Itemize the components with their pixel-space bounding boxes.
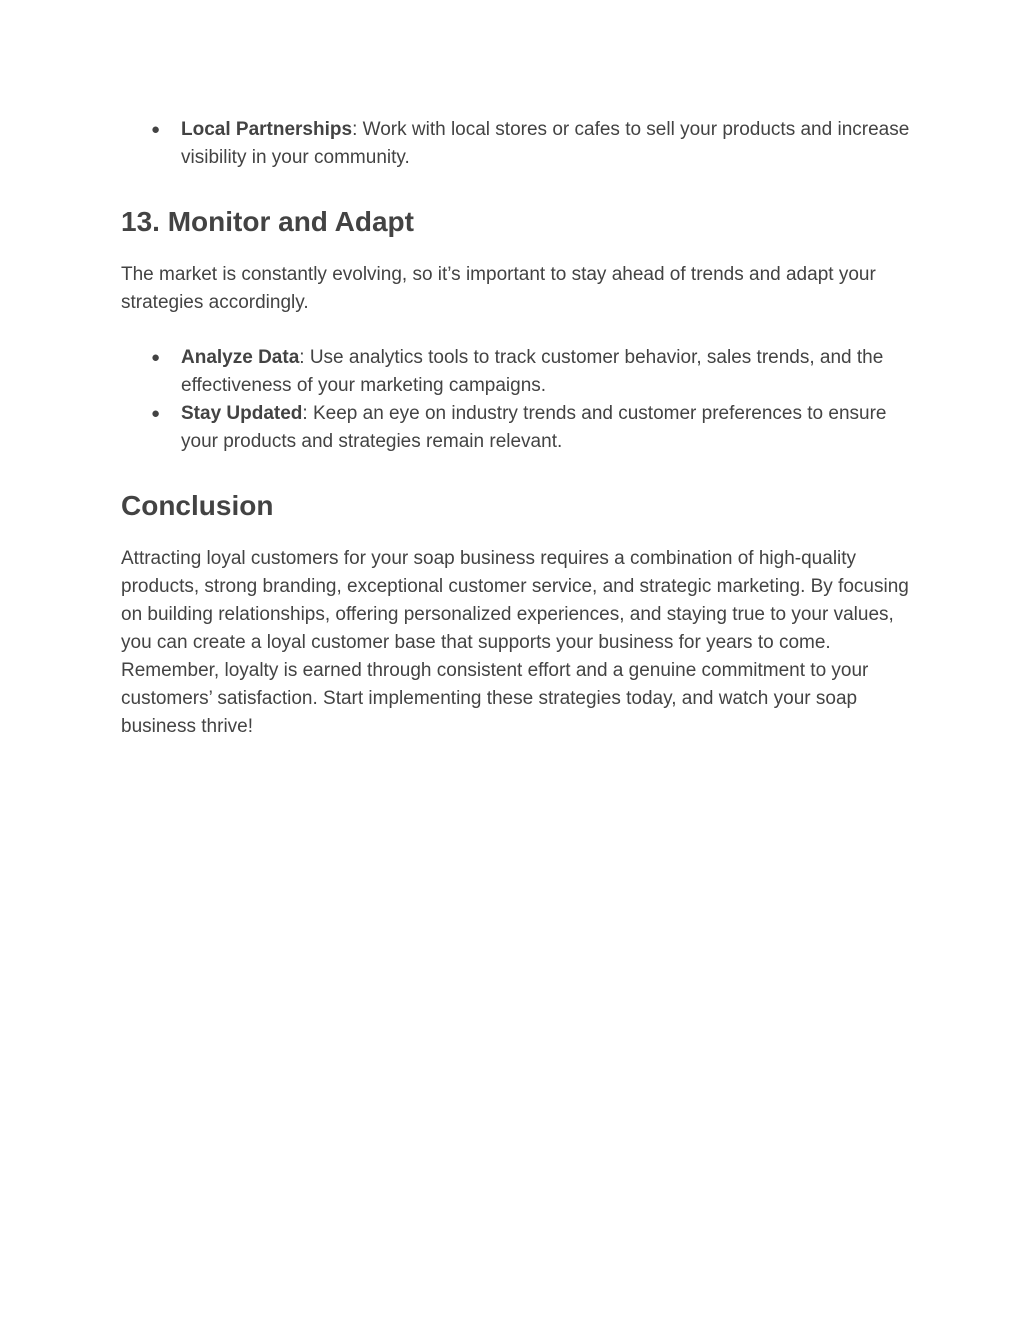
bullet-list xyxy=(121,116,911,172)
paragraph: Attracting loyal customers for your soap business requires a combination of high-quality products, strong branding, exceptional customer service, and strategic marketing. By focusing on building relationships, offering personalized experiences, and staying true to your values, you can create a loyal customer base that supports your business for years to come. Remember, loyalty is earned through consistent effort and a genuine commitment to your customers’ satisfaction. Start implementing these strategies today, and watch your soap business thrive! xyxy=(121,548,909,737)
document-page xyxy=(121,116,911,741)
section-heading: 13. Monitor and Adapt xyxy=(121,206,414,237)
list-item-term: Local Partnerships xyxy=(181,119,353,140)
list-item-term: Analyze Data xyxy=(181,347,300,368)
bullet-icon: ● xyxy=(151,121,161,138)
list-item-text: : Work with local stores or cafes to sell your products and increase visibility in your community. xyxy=(181,119,910,168)
list-item xyxy=(121,400,911,456)
list-item-term: Stay Updated xyxy=(181,403,303,424)
list-item xyxy=(121,116,911,172)
list-item xyxy=(121,344,911,400)
bullet-icon: ● xyxy=(151,405,161,422)
list-item-text: : Keep an eye on industry trends and customer preferences to ensure your products and strategies remain relevant. xyxy=(181,403,887,452)
section-heading: Conclusion xyxy=(121,490,274,521)
bullet-icon: ● xyxy=(151,349,161,366)
paragraph: The market is constantly evolving, so it’s important to stay ahead of trends and adapt your strategies accordingly. xyxy=(121,264,876,313)
bullet-list xyxy=(121,344,911,456)
list-item-text: : Use analytics tools to track customer behavior, sales trends, and the effectiveness of your marketing campaigns. xyxy=(181,347,884,396)
